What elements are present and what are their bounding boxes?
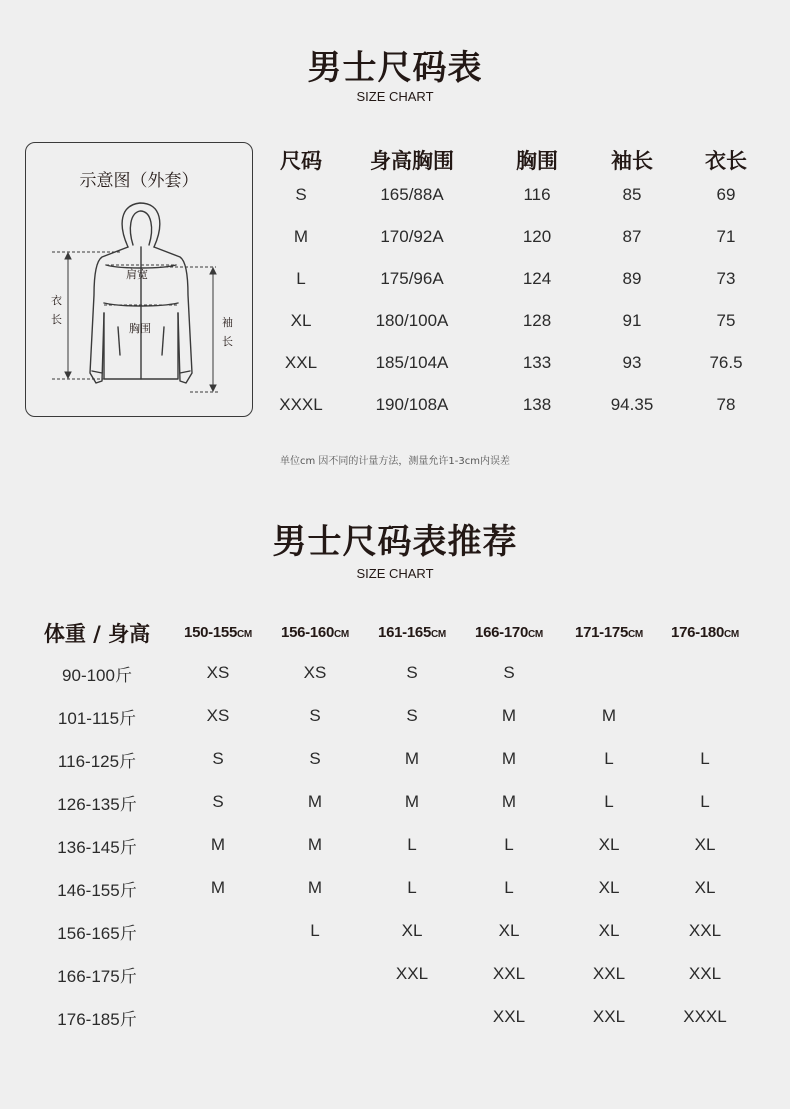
size-table-cell: 128 bbox=[522, 311, 552, 330]
size-table-cell: 133 bbox=[522, 353, 552, 372]
size-table-cell: 116 bbox=[523, 185, 551, 204]
size-table-cell: 190/108A bbox=[375, 395, 449, 414]
recommended-size: XL bbox=[598, 878, 620, 897]
length-label-2: 长 bbox=[51, 313, 62, 326]
size-table-cell: 75 bbox=[716, 311, 736, 330]
weight-label: 90-100斤 bbox=[62, 666, 132, 685]
recommended-size: XXL bbox=[688, 921, 722, 940]
header-size: 尺码 bbox=[280, 149, 322, 173]
recommended-size: XL bbox=[598, 921, 620, 940]
height-unit: CM bbox=[237, 629, 252, 640]
height-header bbox=[281, 624, 349, 641]
height-header bbox=[378, 624, 446, 641]
size-table-cell: XL bbox=[290, 311, 312, 330]
weight-height-header: 体重 / 身高 bbox=[43, 622, 151, 646]
size-table-cell: 185/104A bbox=[375, 353, 449, 372]
recommended-size: S bbox=[309, 749, 321, 768]
measurement-note: 单位cm 因不同的计量方法，测量允许1-3cm内误差 bbox=[280, 456, 510, 467]
size-table-cell: 76.5 bbox=[709, 353, 743, 372]
recommended-size: M bbox=[210, 878, 226, 897]
size-table-cell: XXXL bbox=[279, 395, 323, 414]
height-header bbox=[671, 624, 739, 641]
size-chart-title: 男士尺码表 bbox=[307, 48, 483, 88]
jacket-illustration bbox=[40, 195, 240, 405]
size-table-cell: L bbox=[296, 269, 306, 288]
size-chart-subtitle: SIZE CHART bbox=[356, 89, 434, 104]
size-table-cell: 138 bbox=[522, 395, 552, 414]
recommended-size: S bbox=[212, 749, 224, 768]
sleeve-label-2: 长 bbox=[222, 335, 233, 348]
size-table-cell: 69 bbox=[716, 185, 736, 204]
size-table-cell: S bbox=[295, 185, 307, 204]
recommended-size: XS bbox=[206, 663, 230, 682]
size-table-cell: 93 bbox=[622, 353, 642, 372]
recommendation-subtitle: SIZE CHART bbox=[356, 566, 434, 581]
recommended-size: S bbox=[309, 706, 321, 725]
height-range: 171-175 bbox=[575, 624, 628, 641]
header-height-chest: 身高胸围 bbox=[370, 149, 454, 173]
size-table-cell: 87 bbox=[622, 227, 642, 246]
recommended-size: XXL bbox=[592, 1007, 626, 1026]
height-header bbox=[575, 624, 643, 641]
size-table-cell: 170/92A bbox=[380, 227, 444, 246]
recommended-size: M bbox=[210, 835, 226, 854]
size-table-cell: XXL bbox=[284, 353, 318, 372]
recommended-size: S bbox=[212, 792, 224, 811]
weight-label: 101-115斤 bbox=[57, 709, 137, 728]
height-unit: CM bbox=[431, 629, 446, 640]
diagram-label: 示意图（外套） bbox=[79, 171, 199, 191]
height-unit: CM bbox=[528, 629, 543, 640]
recommended-size: M bbox=[501, 749, 517, 768]
sleeve-label-1: 袖 bbox=[222, 316, 233, 329]
recommended-size: L bbox=[310, 921, 320, 940]
size-table-cell: 120 bbox=[522, 227, 552, 246]
size-table-cell: 180/100A bbox=[375, 311, 449, 330]
height-unit: CM bbox=[334, 629, 349, 640]
recommended-size: L bbox=[407, 835, 417, 854]
recommended-size: XS bbox=[303, 663, 327, 682]
weight-label: 156-165斤 bbox=[57, 924, 137, 943]
recommended-size: L bbox=[604, 749, 614, 768]
recommended-size: M bbox=[501, 706, 517, 725]
size-table-cell: 85 bbox=[622, 185, 642, 204]
shoulder-width-label: 肩宽 bbox=[126, 268, 148, 281]
recommended-size: M bbox=[307, 835, 323, 854]
height-range: 176-180 bbox=[671, 624, 724, 641]
size-table-cell: 73 bbox=[716, 269, 736, 288]
recommended-size: M bbox=[307, 878, 323, 897]
recommended-size: L bbox=[504, 835, 514, 854]
length-label-1: 衣 bbox=[51, 294, 62, 307]
height-unit: CM bbox=[628, 629, 643, 640]
size-table-cell: 94.35 bbox=[610, 395, 654, 414]
recommended-size: M bbox=[404, 792, 420, 811]
height-unit: CM bbox=[724, 629, 739, 640]
recommended-size: XXL bbox=[688, 964, 722, 983]
recommended-size: S bbox=[406, 706, 418, 725]
weight-label: 116-125斤 bbox=[57, 752, 137, 771]
weight-label: 176-185斤 bbox=[57, 1010, 137, 1029]
recommended-size: XXL bbox=[492, 964, 526, 983]
recommended-size: M bbox=[601, 706, 617, 725]
weight-label: 136-145斤 bbox=[57, 838, 137, 857]
chest-label: 胸围 bbox=[129, 322, 151, 335]
recommended-size: XS bbox=[206, 706, 230, 725]
height-range: 161-165 bbox=[378, 624, 431, 641]
recommended-size: XXL bbox=[395, 964, 429, 983]
header-sleeve: 袖长 bbox=[611, 149, 653, 173]
size-table-cell: 124 bbox=[522, 269, 552, 288]
recommended-size: XL bbox=[498, 921, 520, 940]
size-table-cell: 165/88A bbox=[380, 185, 444, 204]
weight-label: 166-175斤 bbox=[57, 967, 137, 986]
height-range: 150-155 bbox=[184, 624, 237, 641]
size-table-cell: 91 bbox=[622, 311, 642, 330]
recommended-size: L bbox=[700, 749, 710, 768]
recommended-size: XL bbox=[401, 921, 423, 940]
recommended-size: L bbox=[407, 878, 417, 897]
recommended-size: M bbox=[501, 792, 517, 811]
recommended-size: XL bbox=[598, 835, 620, 854]
recommended-size: M bbox=[404, 749, 420, 768]
size-table-cell: 175/96A bbox=[380, 269, 444, 288]
header-chest: 胸围 bbox=[516, 149, 558, 173]
height-range: 156-160 bbox=[281, 624, 334, 641]
height-header bbox=[184, 624, 252, 641]
size-table-cell: M bbox=[293, 227, 309, 246]
recommended-size: XXXL bbox=[683, 1007, 727, 1026]
size-table-cell: 89 bbox=[622, 269, 642, 288]
recommended-size: M bbox=[307, 792, 323, 811]
recommended-size: S bbox=[406, 663, 418, 682]
recommended-size: S bbox=[503, 663, 515, 682]
height-header bbox=[475, 624, 543, 641]
recommended-size: XL bbox=[694, 878, 716, 897]
recommended-size: XXL bbox=[592, 964, 626, 983]
recommendation-title: 男士尺码表推荐 bbox=[272, 522, 518, 562]
size-table-cell: 78 bbox=[716, 395, 736, 414]
recommended-size: XL bbox=[694, 835, 716, 854]
header-length: 衣长 bbox=[705, 149, 747, 173]
weight-label: 126-135斤 bbox=[57, 795, 137, 814]
weight-label: 146-155斤 bbox=[57, 881, 137, 900]
height-range: 166-170 bbox=[475, 624, 528, 641]
recommended-size: L bbox=[604, 792, 614, 811]
recommended-size: L bbox=[504, 878, 514, 897]
size-table-cell: 71 bbox=[716, 227, 736, 246]
recommended-size: XXL bbox=[492, 1007, 526, 1026]
recommended-size: L bbox=[700, 792, 710, 811]
